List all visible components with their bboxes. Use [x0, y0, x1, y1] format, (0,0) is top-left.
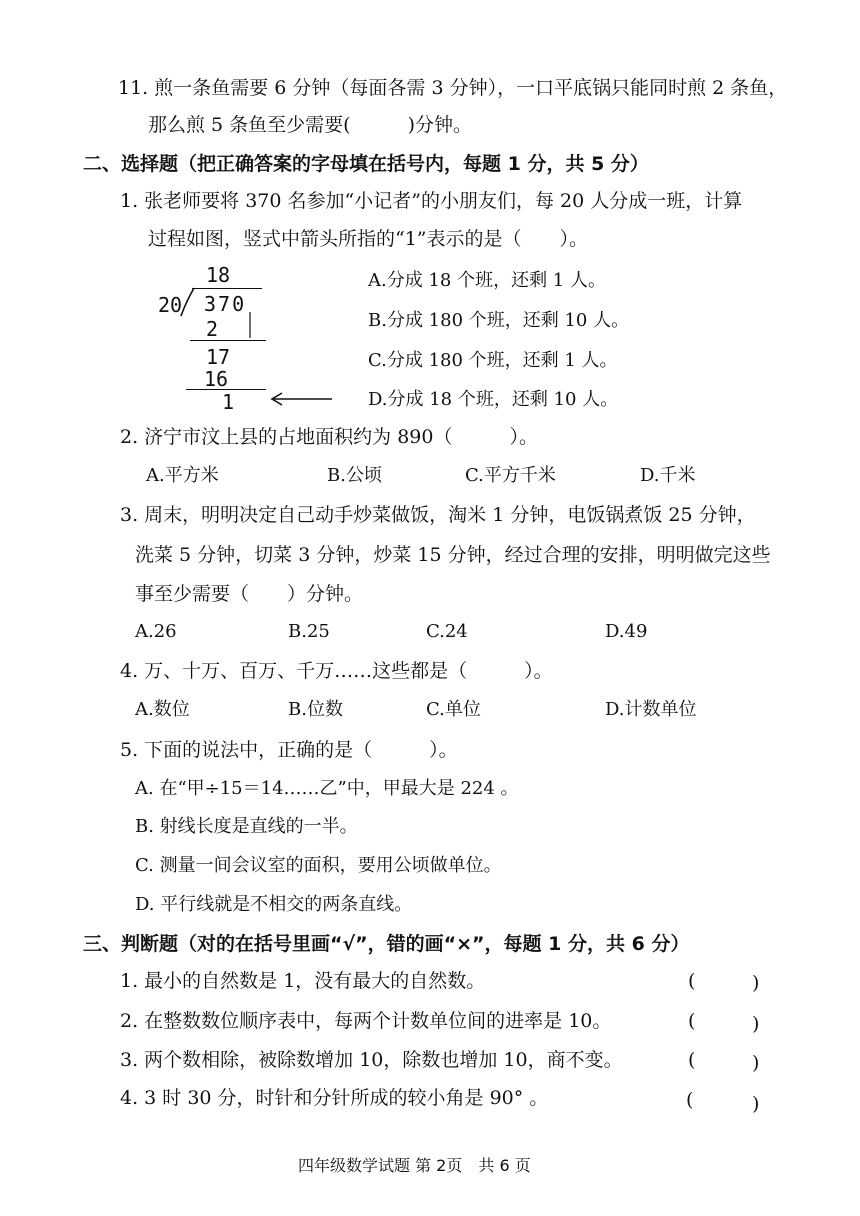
q5-option-a: A. 在“甲÷15＝14……乙”中，甲最大是 224 。: [135, 778, 519, 799]
judge-2-paren-close[interactable]: ): [752, 1013, 760, 1035]
q2-option-d: D.千米: [640, 465, 696, 486]
q3-line1: 3. 周末，明明决定自己动手炒菜做饭，淘米 1 分钟，电饭锅煮饭 25 分钟，: [120, 504, 756, 526]
q2-option-c: C.平方千米: [465, 465, 556, 486]
q3-option-c: C.24: [426, 621, 468, 642]
section2-title: 二、选择题（把正确答案的字母填在括号内，每题 1 分，共 5 分）: [83, 153, 649, 175]
judge-item-3: 3. 两个数相除，被除数增加 10，除数也增加 10，商不变。: [120, 1049, 623, 1071]
q4-option-a: A.数位: [135, 699, 190, 720]
q2-text: 2. 济宁市汶上县的占地面积约为 890（ ）。: [120, 426, 538, 448]
judge-item-1: 1. 最小的自然数是 1，没有最大的自然数。: [120, 970, 486, 992]
bring-down-mark: [246, 312, 256, 340]
q1-option-a: A.分成 18 个班，还剩 1 人。: [368, 270, 606, 291]
q11-line2: 那么煎 5 条鱼至少需要( )分钟。: [148, 114, 472, 136]
division-remainder: 1: [222, 390, 235, 414]
q2-option-a: A.平方米: [146, 465, 219, 486]
division-rule-1: [190, 340, 266, 341]
q4-option-c: C.单位: [426, 699, 481, 720]
q4-text: 4. 万、十万、百万、千万……这些都是（ ）。: [120, 660, 553, 682]
judge-item-4: 4. 3 时 30 分，时针和分针所成的较小角是 90° 。: [120, 1087, 549, 1109]
q5-option-c: C. 测量一间会议室的面积，要用公顷做单位。: [135, 855, 502, 876]
division-step2: 17: [206, 345, 231, 369]
arrow-icon: [268, 391, 334, 407]
judge-2-paren-open[interactable]: (: [688, 1010, 696, 1032]
q4-option-d: D.计数单位: [605, 699, 697, 720]
q1-line1: 1. 张老师要将 370 名参加“小记者”的小朋友们，每 20 人分成一班，计算: [120, 190, 743, 212]
division-bar: [192, 288, 262, 289]
q11-line1: 11. 煎一条鱼需要 6 分钟（每面各需 3 分钟），一口平底锅只能同时煎 2 条鱼，: [118, 77, 788, 99]
q5-option-d: D. 平行线就是不相交的两条直线。: [135, 894, 413, 915]
q3-line3: 事至少需要（ ）分钟。: [135, 583, 364, 605]
judge-3-paren-open[interactable]: (: [688, 1049, 696, 1071]
judge-4-paren-close[interactable]: ): [752, 1093, 760, 1115]
divisor: 20: [158, 293, 183, 317]
q5-text: 5. 下面的说法中，正确的是（ ）。: [120, 739, 458, 761]
q3-option-d: D.49: [605, 621, 648, 642]
q4-option-b: B.位数: [288, 699, 343, 720]
division-step1: 2: [206, 317, 219, 341]
division-bracket: [180, 286, 196, 318]
q1-option-d: D.分成 18 个班，还剩 10 人。: [368, 389, 619, 410]
page-footer: 四年级数学试题 第 2页 共 6 页: [298, 1156, 531, 1175]
q3-option-a: A.26: [135, 621, 177, 642]
q1-line2: 过程如图，竖式中箭头所指的“1”表示的是（ ）。: [148, 228, 589, 250]
q3-line2: 洗菜 5 分钟，切菜 3 分钟，炒菜 15 分钟，经过合理的安排，明明做完这些: [135, 544, 771, 566]
judge-1-paren-open[interactable]: (: [688, 970, 696, 992]
q2-option-b: B.公顷: [327, 465, 382, 486]
judge-1-paren-close[interactable]: ): [752, 972, 760, 994]
q3-option-b: B.25: [288, 621, 330, 642]
judge-4-paren-open[interactable]: (: [686, 1089, 694, 1111]
q1-option-b: B.分成 180 个班，还剩 10 人。: [368, 310, 630, 331]
q1-option-c: C.分成 180 个班，还剩 1 人。: [368, 350, 618, 371]
division-step3: 16: [204, 367, 229, 391]
judge-item-2: 2. 在整数数位顺序表中，每两个计数单位间的进率是 10。: [120, 1010, 612, 1032]
section3-title: 三、判断题（对的在括号里画“√”，错的画“×”，每题 1 分，共 6 分）: [83, 933, 690, 955]
judge-3-paren-close[interactable]: ): [752, 1052, 760, 1074]
q5-option-b: B. 射线长度是直线的一半。: [135, 816, 358, 837]
quotient: 18: [206, 263, 231, 287]
dividend: 370: [204, 292, 247, 316]
